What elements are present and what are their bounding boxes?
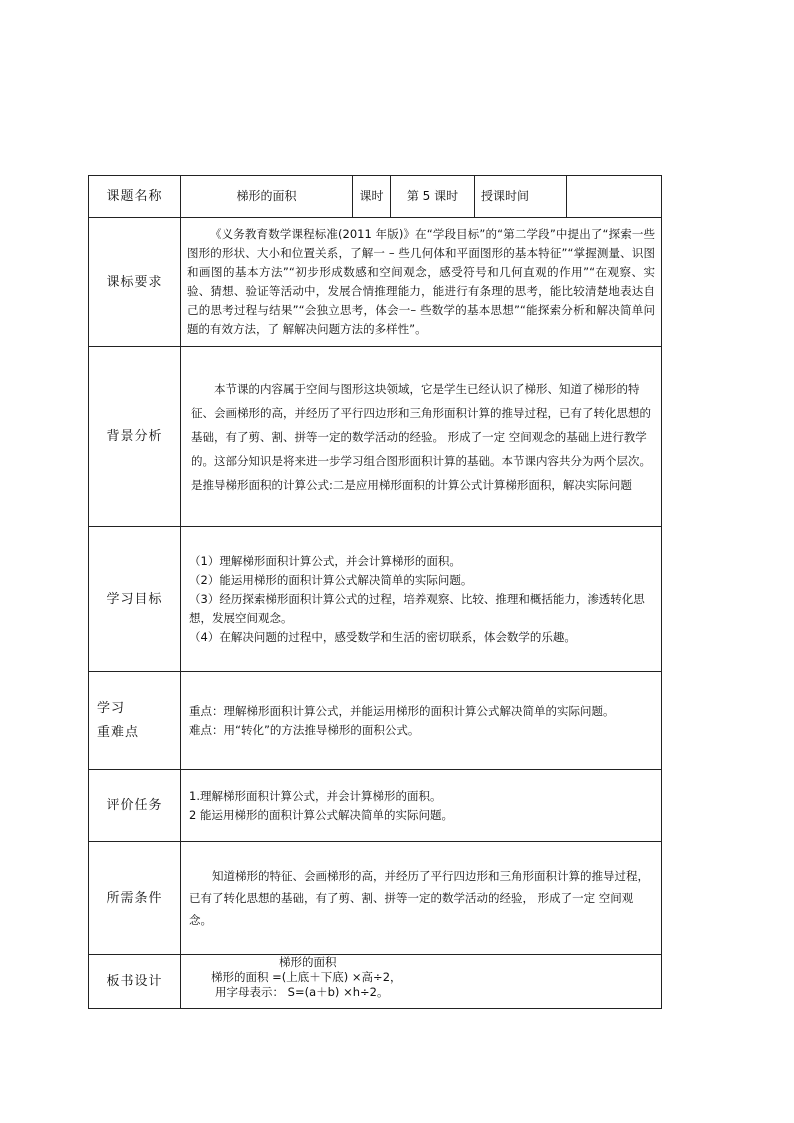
standard-row bbox=[89, 218, 662, 347]
header-row bbox=[89, 176, 662, 218]
teaching-time-value bbox=[567, 176, 662, 218]
period-value: 第 5 课时 bbox=[391, 176, 475, 218]
evaluation-row bbox=[89, 770, 662, 842]
period-label: 课时 bbox=[353, 176, 391, 218]
keypoints-cell bbox=[181, 672, 662, 770]
background-cell bbox=[181, 347, 662, 527]
lesson-plan-table bbox=[88, 175, 662, 1009]
course-title: 梯形的面积 bbox=[181, 176, 353, 218]
teaching-time-label: 授课时间 bbox=[475, 176, 567, 218]
board-row bbox=[89, 955, 662, 1009]
conditions-cell bbox=[181, 842, 662, 955]
background-text: 本节课的内容属于空间与图形这块领域，它是学生已经认识了梯形、知道了梯形的特征、会画梯形的高，并经历了平行四边形和三角形面积计算的推导过程，已有了转化思想的基础，有了剪、割、拼等一定的数学活动的经验。 形成了一定 空间观念的基础上进行教学的。这部分知识是将来进一步学习组合图形面积计算的基础。本节课内容共分为两个层次。是推导梯形面积的计算公式:二是应用梯形面积的计算公式计算梯形面积，解决实际问题 bbox=[191, 381, 651, 492]
difficult-point-text: 难点：用“转化”的方法推导梯形的面积公式。 bbox=[189, 722, 420, 737]
goal-item: （3）经历探索梯形面积计算公式的过程，培养观察、比较、推理和概括能力，渗透转化思想，发展空间观念。 bbox=[189, 591, 645, 625]
evaluation-item: 2 能运用梯形的面积计算公式解决简单的实际问题。 bbox=[189, 807, 453, 822]
board-label: 板书设计 bbox=[89, 955, 181, 1009]
course-name-label: 课题名称 bbox=[89, 176, 181, 218]
board-formula-line: 梯形的面积 =(上底＋下底) ×高÷2， bbox=[211, 970, 402, 984]
standard-text: 《义务教育数学课程标准(2011 年版)》在“学段目标”的“第二学段”中提出了“探索一些图形的形状、大小和位置关系，了解一 – 些几何体和平面图形的基本特征”“掌握测量、识图和画图的基本方法”“初步形成数感和空间观念，感受符号和几何直观的作用”“在观察、实验、猜想、验证等活动中，发展合情推理能力，能进行有条理的思考，能比较清楚地表达自己的思考过程与结果”“会独立思考，体会一– 些数学的基本思想”“能探索分析和解决简单问题的有效方法，了 解解决问题方法的多样性”。 bbox=[187, 227, 655, 336]
conditions-label: 所需条件 bbox=[89, 842, 181, 955]
goal-item: （2）能运用梯形的面积计算公式解决简单的实际问题。 bbox=[189, 572, 473, 587]
goals-label: 学习目标 bbox=[89, 527, 181, 672]
goal-item: （1）理解梯形面积计算公式，并会计算梯形的面积。 bbox=[189, 553, 461, 568]
board-title: 梯形的面积 bbox=[279, 955, 337, 969]
standard-cell bbox=[181, 218, 662, 347]
evaluation-label: 评价任务 bbox=[89, 770, 181, 842]
board-letter-formula-line: 用字母表示： S=(a＋b) ×h÷2。 bbox=[215, 985, 389, 999]
goals-cell bbox=[181, 527, 662, 672]
board-cell bbox=[181, 955, 662, 1009]
keypoints-label-line1: 学习 bbox=[97, 700, 126, 716]
goals-row bbox=[89, 527, 662, 672]
key-point-text: 重点：理解梯形面积计算公式，并能运用梯形的面积计算公式解决简单的实际问题。 bbox=[189, 703, 615, 718]
standard-label: 课标要求 bbox=[89, 218, 181, 347]
keypoints-label bbox=[89, 672, 181, 770]
conditions-text: 知道梯形的特征、会画梯形的高，并经历了平行四边形和三角形面积计算的推导过程，已有了转化思想的基础，有了剪、割、拼等一定的数学活动的经验， 形成了一定 空间观念。 bbox=[189, 869, 649, 927]
evaluation-cell bbox=[181, 770, 662, 842]
keypoints-row bbox=[89, 672, 662, 770]
evaluation-item: 1.理解梯形面积计算公式，并会计算梯形的面积。 bbox=[189, 788, 442, 803]
goal-item: （4）在解决问题的过程中，感受数学和生活的密切联系，体会数学的乐趣。 bbox=[189, 629, 576, 644]
keypoints-label-line2: 重难点 bbox=[97, 724, 140, 740]
conditions-row bbox=[89, 842, 662, 955]
background-row bbox=[89, 347, 662, 527]
background-label: 背景分析 bbox=[89, 347, 181, 527]
